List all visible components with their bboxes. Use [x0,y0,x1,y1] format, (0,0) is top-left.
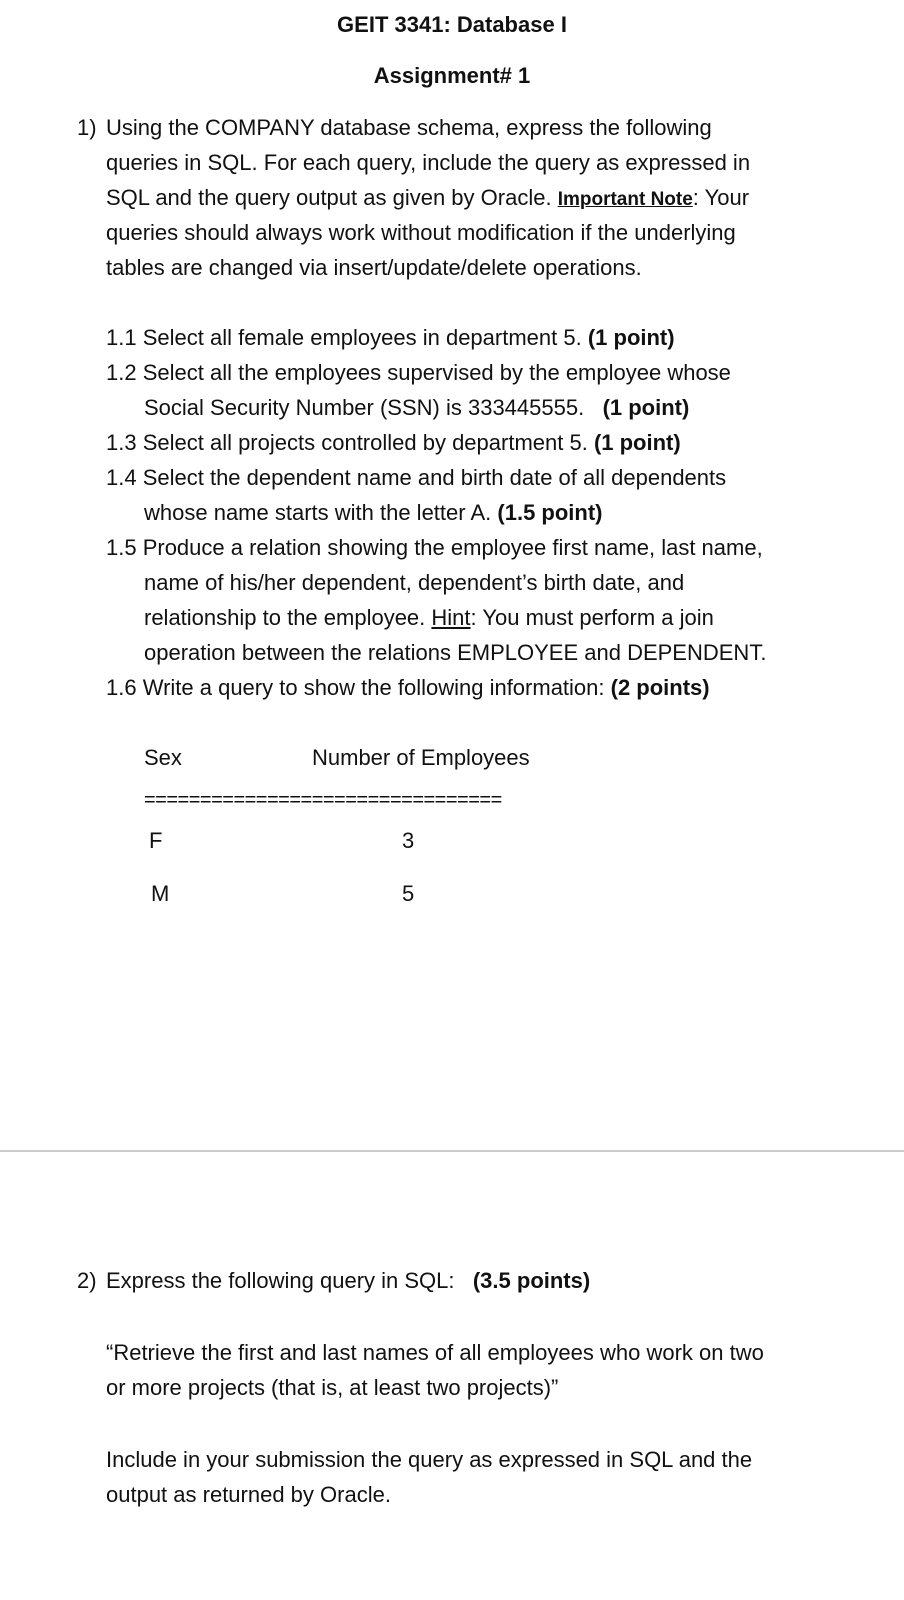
item-1-5-cont-2-text: relationship to the employee. [144,605,432,630]
important-note-label: Important Note [557,189,693,210]
page-divider [0,1150,904,1152]
q2-instruction-1: Include in your submission the query as expressed in SQL and the [106,1447,753,1472]
hint-label: Hint [431,605,471,630]
item-1-4-cont-text: whose name starts with the letter A. [144,500,498,525]
q2-instruction-2: output as returned by Oracle. [106,1482,391,1507]
q2-points: (3.5 points) [472,1268,591,1293]
item-1-6-points: (2 points) [610,675,710,700]
q1-line-5: tables are changed via insert/update/delete operations. [106,255,642,280]
table-separator: ================================ [144,789,502,811]
item-1-6-text: 1.6 Write a query to show the following information: [106,675,611,700]
item-1-4-cont [144,498,603,528]
item-1-1-points: (1 point) [587,325,675,350]
item-1-5-cont-3: operation between the relations EMPLOYEE and DEPENDENT. [144,640,767,665]
q1-line-2: queries in SQL. For each query, include the query as expressed in [106,150,751,175]
q2-line-1-text: Express the following query in SQL: [106,1268,461,1293]
q2-quote-2: or more projects (that is, at least two projects)” [106,1375,559,1400]
item-1-2-cont-text: Social Security Number (SSN) is 333445555. [144,395,591,420]
item-1-5-cont-2 [144,603,714,633]
item-1-3-text: 1.3 Select all projects controlled by department 5. [106,430,594,455]
q2-line-1 [106,1266,590,1296]
item-1-4: 1.4 Select the dependent name and birth date of all dependents [106,465,727,490]
item-1-2: 1.2 Select all the employees supervised by the employee whose [106,360,731,385]
q1-number: 1) [77,115,97,140]
table-header-sex: Sex [144,745,182,770]
table-header-count: Number of Employees [312,745,530,770]
item-1-5-cont-1: name of his/her dependent, dependent’s birth date, and [144,570,685,595]
q2-quote-1: “Retrieve the first and last names of all employees who work on two [106,1340,764,1365]
course-title: GEIT 3341: Database I [337,12,567,37]
item-1-3 [106,428,681,458]
item-1-4-points: (1.5 point) [497,500,603,525]
assignment-title: Assignment# 1 [373,63,531,88]
q1-line-3-tail: : Your [692,185,750,210]
item-1-1 [106,323,675,353]
item-1-1-text: 1.1 Select all female employees in department 5. [106,325,588,350]
item-1-2-points: (1 point) [602,395,690,420]
table-row-count: 5 [402,881,415,906]
q1-line-3 [106,183,749,215]
item-1-2-cont [144,393,689,423]
table-row-sex: F [149,828,163,853]
table-row-count: 3 [402,828,415,853]
item-1-6 [106,673,710,703]
item-1-3-points: (1 point) [593,430,681,455]
item-1-5-cont-2-tail: : You must perform a join [470,605,714,630]
q2-number: 2) [77,1268,97,1293]
item-1-5: 1.5 Produce a relation showing the employee first name, last name, [106,535,763,560]
q1-line-3-text: SQL and the query output as given by Oracle. [106,185,558,210]
q1-line-4: queries should always work without modification if the underlying [106,220,736,245]
q1-line-1: Using the COMPANY database schema, express the following [106,115,712,140]
table-row-sex: M [151,881,170,906]
